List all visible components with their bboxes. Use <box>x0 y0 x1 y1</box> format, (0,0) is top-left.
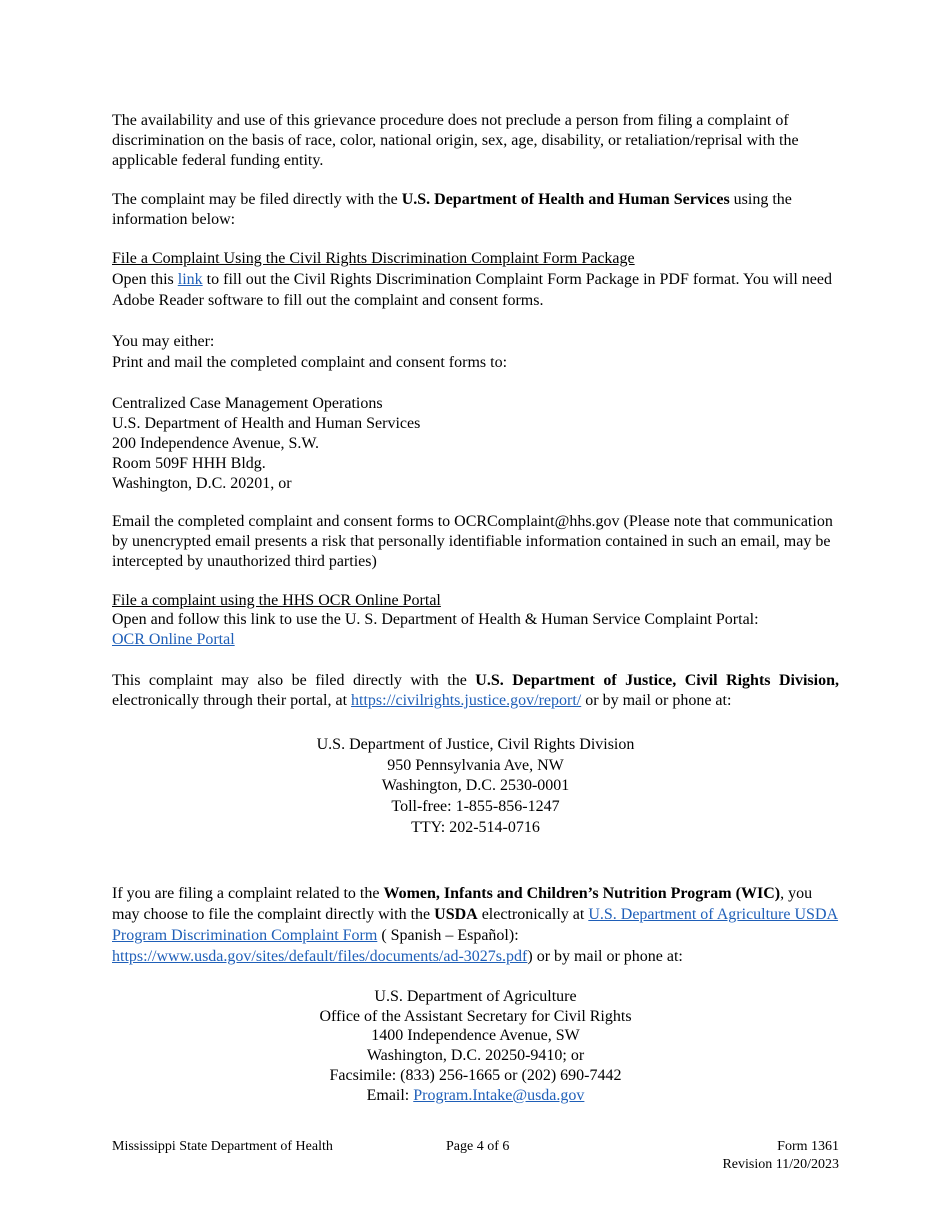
hhs-address-line: Centralized Case Management Operations <box>112 395 383 412</box>
portal-paragraph-link <box>112 630 839 650</box>
portal-heading: File a complaint using the HHS OCR Online Portal <box>112 592 441 609</box>
doj-address-line: Toll-free: 1-855-856-1247 <box>391 798 560 816</box>
footer-revision: Revision 11/20/2023 <box>722 1157 839 1172</box>
form-package-prefix: Open this <box>112 271 178 288</box>
usda-email-link[interactable]: Program.Intake@usda.gov <box>413 1086 585 1104</box>
wic-text-1: If you are filing a complaint related to the <box>112 885 384 902</box>
hhs-address-line: Washington, D.C. 20201, or <box>112 475 292 492</box>
usda-address-line: Office of the Assistant Secretary for Civil Rights <box>319 1007 632 1025</box>
doj-bold: U.S. Department of Justice, Civil Rights Division, <box>475 672 839 689</box>
hhs-address <box>112 394 839 494</box>
doj-address-line: TTY: 202-514-0716 <box>411 818 540 836</box>
doj-paragraph <box>112 671 839 711</box>
wic-text-5: ) or by mail or phone at: <box>527 948 683 965</box>
hhs-address-line: Room 509F HHH Bldg. <box>112 455 266 472</box>
doj-portal-link[interactable]: https://civilrights.justice.gov/report/ <box>351 692 582 709</box>
wic-text-3: electronically at <box>477 906 589 923</box>
usda-spanish-pdf-link[interactable]: https://www.usda.gov/sites/default/files/documents/ad-3027s.pdf <box>112 948 528 965</box>
doj-prefix: This complaint may also be filed directly with the <box>112 672 476 689</box>
usda-email-label: Email: <box>366 1086 414 1104</box>
doj-address-line: Washington, D.C. 2530-0001 <box>381 777 570 795</box>
form-package-heading: File a Complaint Using the Civil Rights Discrimination Complaint Form Package <box>112 250 635 267</box>
doj-address-line: 950 Pennsylvania Ave, NW <box>387 756 564 774</box>
doj-suffix: or by mail or phone at: <box>581 692 732 709</box>
hhs-intro-paragraph <box>112 190 839 230</box>
usda-address-line: 1400 Independence Avenue, SW <box>371 1027 580 1045</box>
wic-text-2: , you may choose to file the complaint directly with the <box>112 885 813 923</box>
hhs-address-line: 200 Independence Avenue, S.W. <box>112 435 320 452</box>
usda-address-line: Facsimile: (833) 256-1665 or (202) 690-7442 <box>329 1066 622 1084</box>
doj-address <box>112 735 839 839</box>
hhs-intro-suffix: using the information below: <box>112 191 792 228</box>
ocr-online-portal-link[interactable]: OCR Online Portal <box>112 631 235 648</box>
doj-mid: electronically through their portal, at <box>112 692 352 709</box>
hhs-intro-prefix: The complaint may be filed directly with the <box>112 191 402 208</box>
form-package-suffix: to fill out the Civil Rights Discrimination Complaint Form Package in PDF format. You will need Adobe Reader software to fill out the complaint and consent forms. <box>112 271 832 309</box>
hhs-intro-bold: U.S. Department of Health and Human Services <box>401 191 730 208</box>
portal-text: Open and follow this link to use the U. S. Department of Health & Human Service Complaint Portal: <box>112 611 759 628</box>
form-package-paragraph <box>112 269 839 311</box>
wic-text-4: ( Spanish – Español): <box>377 927 519 944</box>
footer-page-number: Page 4 of 6 <box>446 1139 510 1154</box>
footer-form-info <box>722 1138 839 1174</box>
footer-organization: Mississippi State Department of Health <box>112 1139 333 1154</box>
form-package-link[interactable]: link <box>177 271 203 288</box>
wic-paragraph <box>112 883 839 967</box>
usda-address-line: Washington, D.C. 20250-9410; or <box>366 1047 585 1065</box>
usda-address-line: U.S. Department of Agriculture <box>374 988 577 1005</box>
options-line-2: Print and mail the completed complaint and consent forms to: <box>112 354 508 371</box>
doj-address-line: U.S. Department of Justice, Civil Rights Division <box>316 736 635 753</box>
hhs-address-line: U.S. Department of Health and Human Services <box>112 415 421 432</box>
wic-program-name: Women, Infants and Children’s Nutrition Program (WIC) <box>383 885 781 902</box>
footer-form-number: Form 1361 <box>777 1139 839 1154</box>
wic-usda: USDA <box>434 906 478 923</box>
email-note-paragraph: Email the completed complaint and consent forms to OCRComplaint@hhs.gov (Please note that communication by unencrypted email presents a risk that personally identifiable information contained in such an email, may be intercepted by unauthorized third parties) <box>112 513 833 570</box>
options-line-1: You may either: <box>112 333 215 350</box>
usda-email-line <box>112 1086 839 1106</box>
intro-paragraph: The availability and use of this grievance procedure does not preclude a person from filing a complaint of discrimination on the basis of race, color, national origin, sex, age, disability, or retaliation/reprisal with the applicable federal funding entity. <box>112 112 799 169</box>
usda-complaint-form-link[interactable]: U.S. Department of Agriculture USDA Program Discrimination Complaint Form <box>112 906 839 944</box>
usda-address <box>112 987 839 1105</box>
